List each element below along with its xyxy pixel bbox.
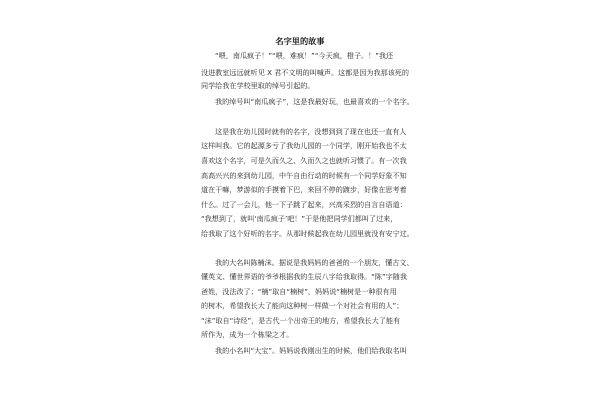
paragraph-line: 给我取了这个好听的名字。从那时候起我在幼儿园里就没有安宁过。	[201, 229, 414, 238]
paragraph-line: 的树木，希望我长大了能向这种树一样做一个对社会有用的人”；	[201, 301, 404, 310]
paragraph-line: 没进教室远远就听见 X 君不文明的叫喊声。这都是因为我那该死的	[201, 68, 409, 77]
paragraph-line: 这样叫我。它的起源多亏了我幼儿园的一个同学，刚开始我也不太	[201, 141, 407, 150]
paragraph-line: 爸姓，没法改了；“楠”取自“楠树”，妈妈说“楠树是一种很有用	[201, 287, 397, 296]
document-title: 名字里的故事	[275, 36, 325, 46]
paragraph-line: 我的绰号叫“南瓜疯子”，这是我最好玩，也最喜欢的一个名字。	[215, 97, 414, 106]
paragraph-line: 所作为，成为一个栋梁之才。	[201, 330, 294, 339]
paragraph-line: 同学给我在学校里取的绰号引起的。	[201, 81, 315, 90]
paragraph-line: 喜欢这个名字，可是久而久之、久而久之也就听习惯了。有一次我	[201, 156, 407, 165]
paragraph-line: 高高兴兴的来到幼儿园，中午自由行动的时候有一个同学好象不知	[201, 171, 407, 180]
paragraph-line: “我想到了，就叫‘南瓜疯子’吧！”于是他把同学们都叫了过来，	[201, 214, 398, 223]
paragraph-line: 什么。过了一会儿，他一下子跳了起来，兴高采烈的自言自语道：	[201, 200, 407, 209]
paragraph-line: 我的大名叫陈楠沫。据说是我妈妈的爸爸的一个朋友，懂古文、	[215, 258, 414, 267]
paragraph-line: “喂，南瓜疯子！”“喂，难疯！”“今天疯，橙子。！”我还	[215, 51, 394, 60]
paragraph-line: “沫”取自“诗经”，是古代一个出帝王的地方，希望我长大了能有	[201, 316, 401, 325]
paragraph-line: 道在干嘛，梦游似的手摸着下巴，来回不停的踱步，好像在思考着	[201, 185, 407, 194]
paragraph-line: 这是我在幼儿园时就有的名字，没想到到了现在也还一直有人	[215, 127, 407, 136]
paragraph-line: 我的小名叫“大宝”。妈妈说我刚出生的时候，他们给我取名叫	[215, 346, 407, 355]
paragraph-line: 懂英文、懂世界语的爷爷根据我的生辰八字给我取得。“陈”字随我	[201, 272, 407, 281]
